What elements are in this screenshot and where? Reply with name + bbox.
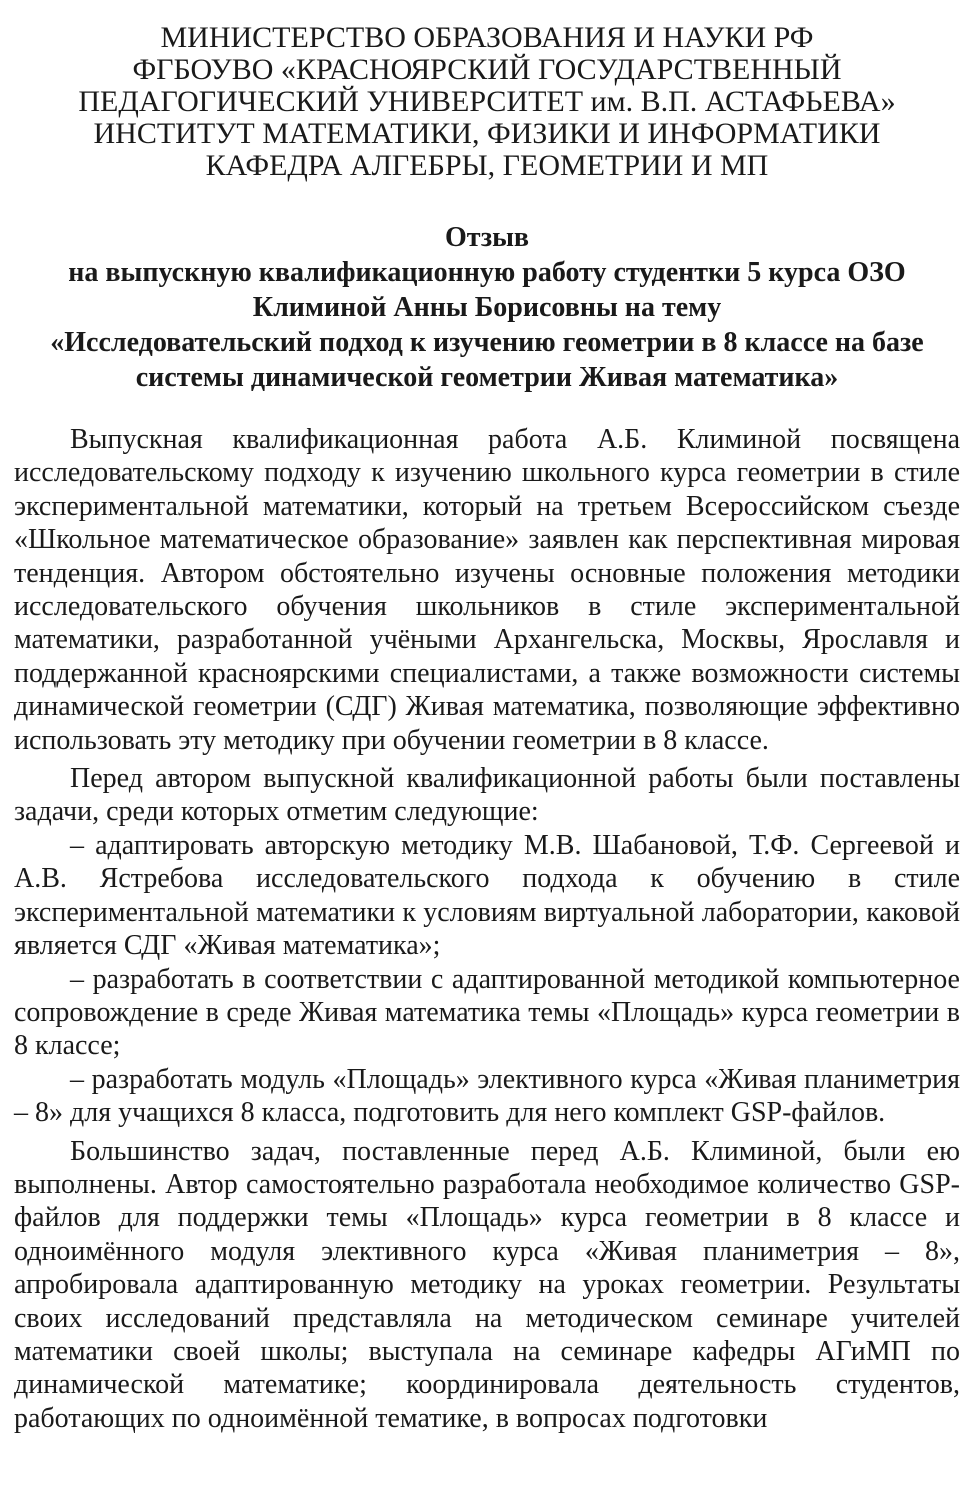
document-header [14,22,960,182]
review-title-topic: «Исследовательский подход к изучению геометрии в 8 классе на базе [50,327,924,358]
paragraph-task-2: – разработать в соответствии с адаптированной методикой компьютерное сопровождение в среде Живая математика темы «Площадь» курса геометрии в 8 классе; [14,963,960,1062]
header-institute: ИНСТИТУТ МАТЕМАТИКИ, ФИЗИКИ И ИНФОРМАТИКИ [93,117,881,150]
header-ministry: МИНИСТЕРСТВО ОБРАЗОВАНИЯ И НАУКИ РФ [160,21,814,54]
header-university: ФГБОУВО «КРАСНОЯРСКИЙ ГОСУДАРСТВЕННЫЙ [132,53,842,86]
paragraph-tasks-intro: Перед автором выпускной квалификационной работы были поставлены задачи, среди которых отметим следующие: [14,763,960,828]
header-university-cont: ПЕДАГОГИЧЕСКИЙ УНИВЕРСИТЕТ им. В.П. АСТАФЬЕВА» [78,85,896,118]
review-title [14,220,960,395]
review-title-word: Отзыв [444,222,530,253]
paragraph-task-3: – разработать модуль «Площадь» элективного курса «Живая планиметрия – 8» для учащихся 8 класса, подготовить для него комплект GSP-файлов. [14,1063,960,1129]
header-department: КАФЕДРА АЛГЕБРЫ, ГЕОМЕТРИИ И МП [205,149,769,182]
review-title-subject: на выпускную квалификационную работу студентки 5 курса ОЗО [68,257,906,288]
review-body [14,423,960,1435]
review-title-student: Климиной Анны Борисовны на тему [252,292,722,323]
paragraph-intro: Выпускная квалификационная работа А.Б. Климиной посвящена исследовательскому подходу к изучению школьного курса геометрии в стиле экспериментальной математики, который на третьем Всероссийском съезде «Школьное математическое образование» заявлен как перспективная мировая тенденция. Автором обстоятельно изучены основные положения методики исследовательского обучения школьников в стиле экспериментальной математики, разработанной учёными Архангельска, Москвы, Ярославля и поддержанной красноярскими специалистами, а также возможности системы динамической геометрии (СДГ) Живая математика, позволяющие эффективно использовать эту методику при обучении геометрии в 8 классе. [14,424,960,756]
review-title-topic-cont: системы динамической геометрии Живая математика» [135,362,839,393]
paragraph-task-1: – адаптировать авторскую методику М.В. Шабановой, Т.Ф. Сергеевой и А.В. Ястребова исследовательского подхода к обучению в стиле экспериментальной математики к условиям виртуальной лаборатории, каковой является СДГ «Живая математика»; [14,829,960,962]
paragraph-results: Большинство задач, поставленные перед А.Б. Климиной, были ею выполнены. Автор самостоятельно разработала необходимое количество GSP-файлов для поддержки темы «Площадь» курса геометрии в 8 классе и одноимённого модуля элективного курса «Живая планиметрия – 8», апробировала адаптированную методику на уроках геометрии. Результаты своих исследований представляла на методическом семинаре учителей математики своей школы; выступала на семинаре кафедры АГиМП по динамической математике; координировала деятельность студентов, работающих по одноимённой тематике, в вопросах подготовки [14,1135,960,1434]
